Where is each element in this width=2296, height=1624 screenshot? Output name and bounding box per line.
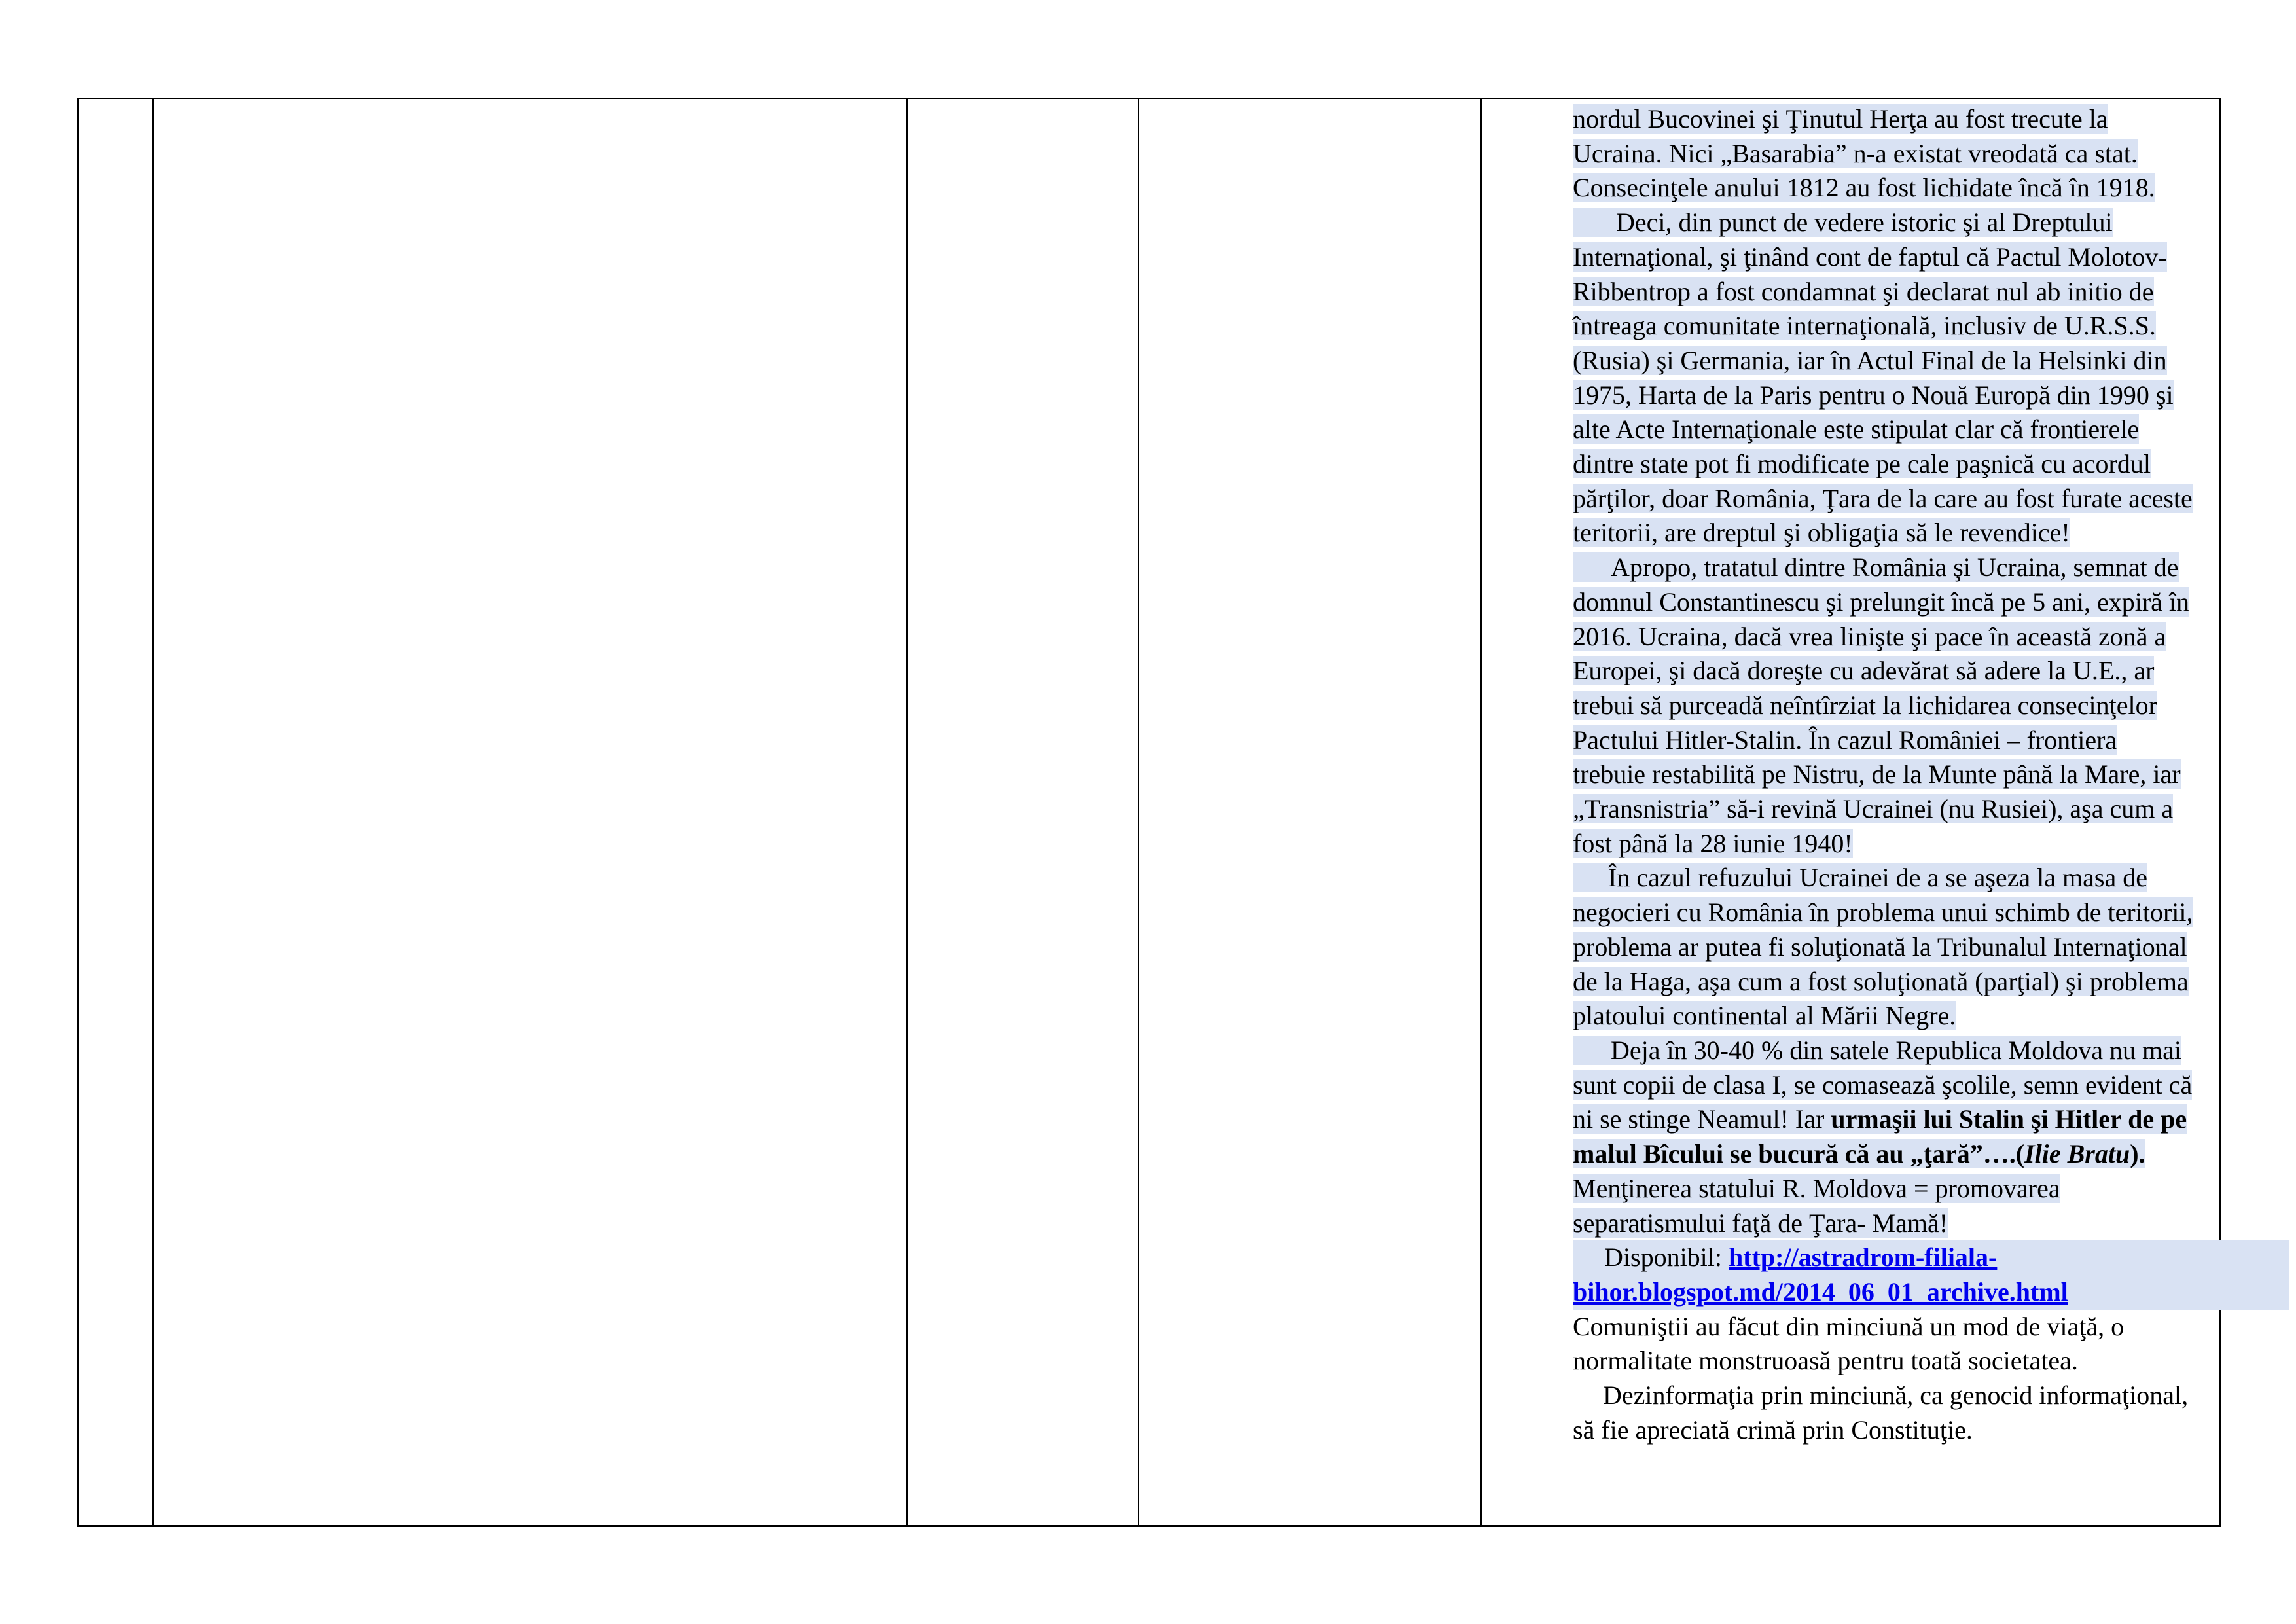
text-line: Menţinerea statului R. Moldova = promovarea [1573, 1173, 2060, 1203]
text-line: Ucraina. Nici „Basarabia” n-a existat vreodată ca stat. [1573, 138, 2138, 168]
column-divider [1138, 99, 1139, 1525]
source-block [1573, 1240, 2289, 1309]
paragraph [1573, 1310, 2293, 1379]
text-line: Comuniştii au făcut din minciună un mod de viaţă, o [1573, 1311, 2125, 1341]
text-line: platoului continental al Mării Negre. [1573, 1001, 1956, 1031]
text-line: ni se stinge Neamul! Iar [1573, 1104, 1831, 1134]
text-line: normalitate monstruoasă pentru toată societatea. [1573, 1346, 2078, 1376]
text-line: părţilor, doar România, Ţara de la care au fost furate aceste [1573, 483, 2193, 513]
text-line: domnul Constantinescu şi prelungit încă pe 5 ani, expiră în [1573, 586, 2190, 617]
text-line: Ribbentrop a fost condamnat şi declarat nul ab initio de [1573, 276, 2154, 306]
paragraph [1573, 206, 2293, 550]
bold-text: ). [2130, 1139, 2145, 1169]
column-divider [906, 99, 908, 1525]
text-line: sunt copii de clasa I, se comasează şcolile, semn evident că [1573, 1070, 2193, 1100]
text-line: teritorii, are dreptul şi obligaţia să le revendice! [1573, 518, 2070, 548]
text-line: Europei, şi dacă doreşte cu adevărat să adere la U.E., ar [1573, 656, 2155, 686]
text-line: În cazul refuzului Ucrainei de a se aşeza la masa de [1608, 863, 2147, 893]
text-line: (Rusia) şi Germania, iar în Actul Final de la Helsinki din [1573, 345, 2167, 375]
text-line: „Transnistria” să-i revină Ucrainei (nu Rusiei), aşa cum a [1573, 794, 2174, 824]
text-line: separatismului faţă de Ţara- Mamă! [1573, 1208, 1948, 1238]
paragraph [1573, 1034, 2293, 1240]
text-line: 1975, Harta de la Paris pentru o Nouă Europă din 1990 şi [1573, 380, 2174, 410]
text-line: de la Haga, aşa cum a fost soluţionată (parţial) şi problema [1573, 966, 2189, 996]
bold-text: urmaşii lui Stalin şi Hitler de pe [1831, 1104, 2187, 1134]
paragraph [1573, 861, 2293, 1034]
text-cell [1573, 102, 2293, 1447]
source-link[interactable]: http://astradrom-filiala- [1729, 1242, 1998, 1272]
paragraph [1573, 1379, 2293, 1447]
source-link[interactable]: bihor.blogspot.md/2014_06_01_archive.html [1573, 1276, 2068, 1307]
text-line: dintre state pot fi modificate pe cale paşnică cu acordul [1573, 449, 2151, 479]
text-line: fost până la 28 iunie 1940! [1573, 828, 1853, 858]
column-divider [152, 99, 154, 1525]
text-line: Consecinţele anului 1812 au fost lichidate încă în 1918. [1573, 173, 2155, 203]
text-line: Deci, din punct de vedere istoric şi al Dreptului [1616, 208, 2113, 238]
author-name: Ilie Bratu [2024, 1139, 2130, 1169]
text-line: nordul Bucovinei şi Ţinutul Herţa au fost trecute la [1573, 104, 2108, 134]
text-line: să fie apreciată crimă prin Constituţie. [1573, 1415, 1973, 1445]
text-line: Dezinformaţia prin minciună, ca genocid informaţional, [1603, 1380, 2189, 1411]
text-line: 2016. Ucraina, dacă vrea linişte şi pace în această zonă a [1573, 621, 2166, 651]
text-line: problema ar putea fi soluţionată la Tribunalul Internaţional [1573, 931, 2187, 962]
text-line: trebuie restabilită pe Nistru, de la Munte până la Mare, iar [1573, 759, 2181, 789]
paragraph [1573, 102, 2293, 206]
text-line: întreaga comunitate internaţională, inclusiv de U.R.S.S. [1573, 311, 2156, 341]
text-line: alte Acte Internaţionale este stipulat clar că frontierele [1573, 414, 2140, 444]
bold-text: malul Bîcului se bucură că au „ţară”….( [1573, 1139, 2025, 1169]
text-line: Apropo, tratatul dintre România şi Ucraina, semnat de [1611, 552, 2179, 583]
text-line: Deja în 30-40 % din satele Republica Moldova nu mai [1611, 1035, 2182, 1065]
text-line: negocieri cu România în problema unui schimb de teritorii, [1573, 897, 2193, 928]
source-label: Disponibil: [1604, 1242, 1729, 1272]
text-line: trebui să purceadă neîntîrziat la lichidarea consecinţelor [1573, 690, 2157, 720]
paragraph [1573, 550, 2293, 861]
table [77, 98, 2221, 1527]
column-divider [1480, 99, 1482, 1525]
text-line: Pactului Hitler-Stalin. În cazul României – frontiera [1573, 725, 2117, 755]
text-line: Internaţional, şi ţinând cont de faptul că Pactul Molotov- [1573, 242, 2167, 272]
